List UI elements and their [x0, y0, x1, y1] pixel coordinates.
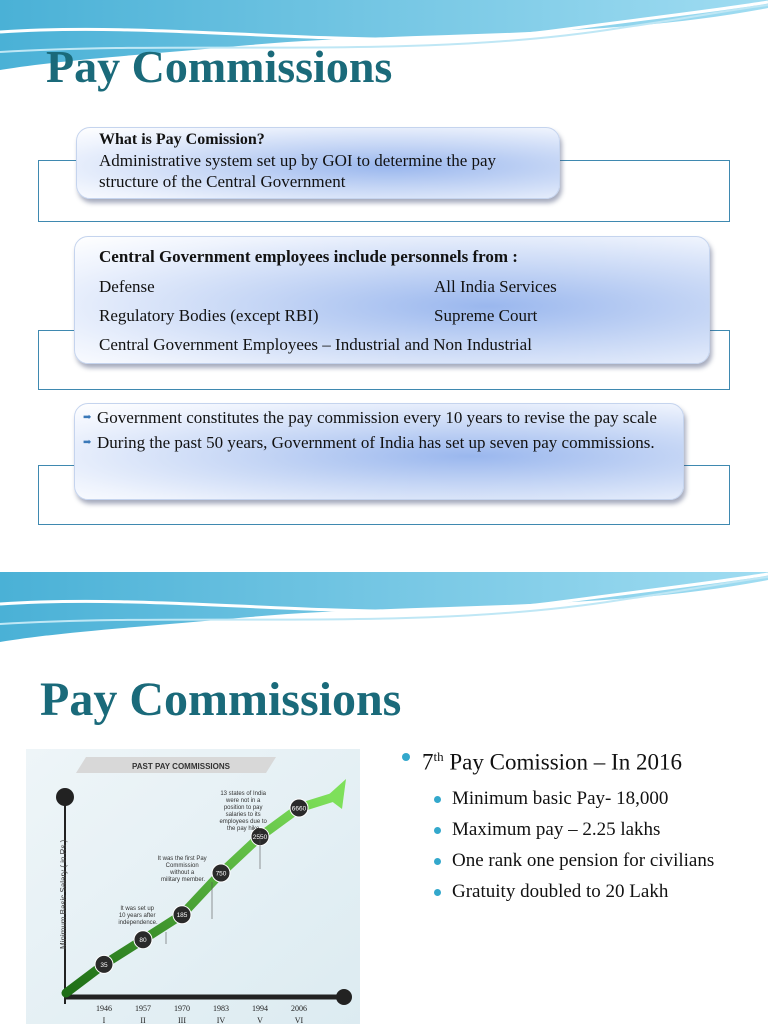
x-tick-roman-I: I: [102, 1016, 106, 1024]
annotation-3: 13 states of India were not in a position to pay salaries to its employees due to the pay hike.: [219, 791, 267, 832]
data-label-1983: 750: [215, 870, 227, 878]
annotation-1: It was set up 10 years after independence.: [118, 906, 158, 926]
data-label-1957: 80: [139, 937, 147, 945]
annotation-2: It was the first Pay Commission without a military member.: [157, 856, 207, 883]
box3-bullet-2: ➡ During the past 50 years, Government of India has set up seven pay commissions.: [83, 431, 673, 454]
box1-heading: What is Pay Comission?: [99, 131, 265, 148]
data-label-1946: 35: [100, 961, 108, 969]
x-tick-year-1957: 1957: [135, 1004, 151, 1013]
box2-row-1-right: All India Services: [434, 277, 557, 296]
box2-row-1-left: Defense: [99, 277, 155, 296]
wave-header-graphic-2: [0, 572, 768, 662]
box2-row-2-left: Regulatory Bodies (except RBI): [99, 306, 319, 325]
box2-row-1: [99, 272, 709, 301]
banner-text: PAST PAY COMMISSIONS: [132, 762, 230, 771]
sub-bullet-4: Gratuity doubled to 20 Lakh: [432, 879, 750, 904]
box2-bubble: [74, 236, 710, 364]
x-tick-roman-V: V: [257, 1016, 263, 1024]
box1-bubble: [76, 127, 560, 199]
slide-2: [0, 572, 768, 1024]
x-tick-year-1970: 1970: [174, 1004, 190, 1013]
seventh-pay-commission-list: [400, 742, 750, 904]
data-label-2006: 6660: [291, 805, 307, 813]
main-bullet: [400, 742, 750, 778]
x-axis-end-dot: [336, 989, 352, 1005]
main-bullet-sup: th: [433, 749, 444, 764]
main-bullet-text: Pay Comission – In 2016: [443, 749, 682, 775]
slide-2-title: Pay Commissions: [40, 673, 402, 726]
slide-1-title: Pay Commissions: [46, 41, 393, 92]
x-tick-roman-III: III: [178, 1016, 186, 1024]
x-tick-year-2006: 2006: [291, 1004, 307, 1013]
past-pay-commissions-chart: [26, 749, 360, 1024]
box2-row-2: [99, 301, 709, 330]
sub-bullet-1: Minimum basic Pay- 18,000: [432, 786, 750, 811]
box2-row-2-right: Supreme Court: [434, 306, 538, 325]
box3-bubble: [74, 403, 684, 500]
box2-heading: Central Government employees include personnels from :: [99, 247, 518, 266]
sub-bullet-2: Maximum pay – 2.25 lakhs: [432, 817, 750, 842]
box1-text: Administrative system set up by GOI to determine the pay structure of the Central Government: [99, 151, 497, 191]
x-tick-year-1946: 1946: [96, 1004, 112, 1013]
sub-bullet-3: One rank one pension for civilians: [432, 848, 750, 873]
key-icon-head: [56, 788, 74, 806]
main-bullet-number: 7: [422, 749, 434, 775]
slide-gap: [0, 560, 768, 572]
x-tick-year-1983: 1983: [213, 1004, 229, 1013]
x-tick-roman-IV: IV: [216, 1016, 226, 1024]
box2-last-row: Central Government Employees – Industrial and Non Industrial: [99, 335, 532, 354]
data-label-1994: 2550: [252, 834, 268, 842]
x-tick-year-1994: 1994: [252, 1004, 268, 1013]
y-axis-label: Minimum Basic Salary ( in Rs ): [59, 839, 68, 949]
data-label-1970: 185: [176, 912, 188, 920]
x-tick-roman-VI: VI: [294, 1016, 304, 1024]
x-tick-roman-II: II: [140, 1016, 146, 1024]
box3-bullet-1: ➡ Government constitutes the pay commission every 10 years to revise the pay scale: [83, 406, 673, 429]
